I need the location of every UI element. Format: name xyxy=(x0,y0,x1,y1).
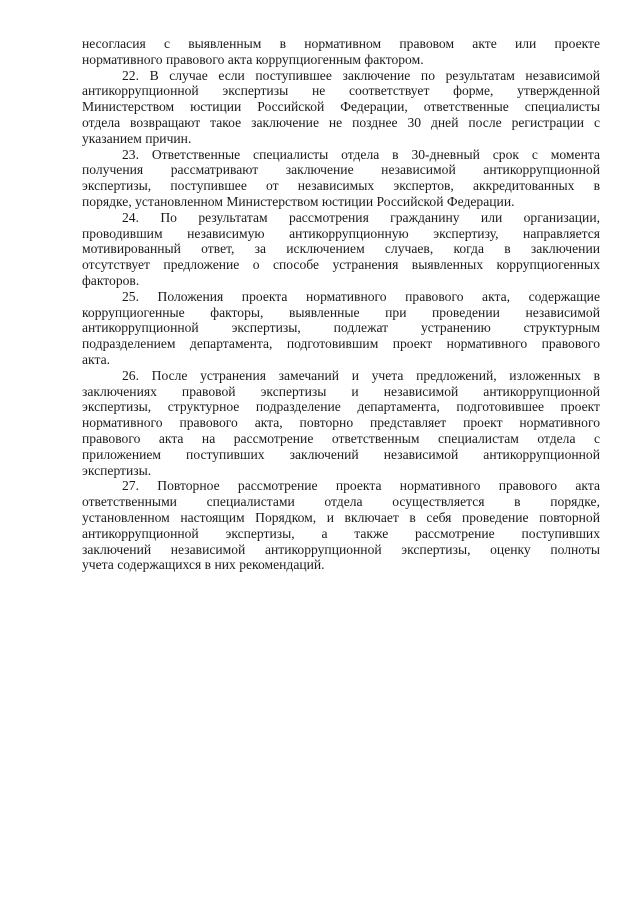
paragraph-line: учета содержащихся в них рекомендаций. xyxy=(82,557,325,573)
paragraph-line: Министерством юстиции Российской Федерации, ответственные специалисты xyxy=(82,99,600,115)
paragraph xyxy=(82,68,600,147)
paragraph-line: экспертизы. xyxy=(82,462,152,478)
paragraph xyxy=(82,478,600,573)
paragraph-line: порядке, установленном Министерством юстиции Российской Федерации. xyxy=(82,193,515,209)
paragraph-line: отсутствует предложение о способе устранения выявленных коррупциогенных xyxy=(82,257,600,273)
paragraph-line: антикоррупционной экспертизы, подлежат устранению структурным xyxy=(82,320,600,336)
paragraph xyxy=(82,210,600,289)
paragraph-line: подразделением департамента, подготовившим проект нормативного правового xyxy=(82,336,600,352)
paragraph-line: антикоррупционной экспертизы не соответствует форме, утвержденной xyxy=(82,83,600,99)
paragraph-line: факторов. xyxy=(82,272,140,288)
paragraph-line: 24. По результатам рассмотрения гражданину или организации, xyxy=(122,209,600,225)
paragraph-line: коррупциогенные факторы, выявленные при проведении независимой xyxy=(82,304,600,320)
paragraph xyxy=(82,147,600,210)
paragraph-line: акта. xyxy=(82,351,110,367)
paragraph-line: 25. Положения проекта нормативного правового акта, содержащие xyxy=(122,288,600,304)
paragraph-line: 22. В случае если поступившее заключение по результатам независимой xyxy=(122,67,600,83)
paragraph-line: указанием причин. xyxy=(82,130,192,146)
paragraph-line: установленном настоящим Порядком, и включает в себя проведение повторной xyxy=(82,509,600,525)
paragraph-line: несогласия с выявленным в нормативном правовом акте или проекте xyxy=(82,36,600,51)
paragraph-line: заключений независимой антикоррупционной экспертизы, оценку полноты xyxy=(82,541,600,557)
paragraph-line: антикоррупционной экспертизы, а также рассмотрение поступивших xyxy=(82,525,600,541)
paragraph-line: мотивированный ответ, за исключением случаев, когда в заключении xyxy=(82,241,600,257)
paragraph-line: приложением поступивших заключений независимой антикоррупционной xyxy=(82,446,600,462)
paragraph-line: ответственными специалистами отдела осуществляется в порядке, xyxy=(82,494,600,510)
paragraph xyxy=(82,36,600,68)
paragraph-line: отдела возвращают такое заключение не позднее 30 дней после регистрации с xyxy=(82,114,600,130)
paragraph-line: 26. После устранения замечаний и учета предложений, изложенных в xyxy=(122,367,600,383)
paragraph-line: заключениях правовой экспертизы и независимой антикоррупционной xyxy=(82,383,600,399)
paragraph-line: экспертизы, поступившее от независимых экспертов, аккредитованных в xyxy=(82,178,600,194)
paragraph-line: 23. Ответственные специалисты отдела в 30-дневный срок с момента xyxy=(122,146,600,162)
paragraph-line: проводившим независимую антикоррупционную экспертизу, направляется xyxy=(82,225,600,241)
paragraph-line: 27. Повторное рассмотрение проекта нормативного правового акта xyxy=(122,478,600,494)
paragraph-line: нормативного правового акта, повторно представляет проект нормативного xyxy=(82,415,600,431)
document-body xyxy=(82,36,600,573)
paragraph-line: нормативного правового акта коррупциогенным фактором. xyxy=(82,51,424,67)
paragraph-line: получения рассматривают заключение независимой антикоррупционной xyxy=(82,162,600,178)
paragraph-line: правового акта на рассмотрение ответственным специалистам отдела с xyxy=(82,430,600,446)
paragraph xyxy=(82,368,600,479)
paragraph-line: экспертизы, структурное подразделение департамента, подготовившее проект xyxy=(82,399,600,415)
paragraph xyxy=(82,289,600,368)
